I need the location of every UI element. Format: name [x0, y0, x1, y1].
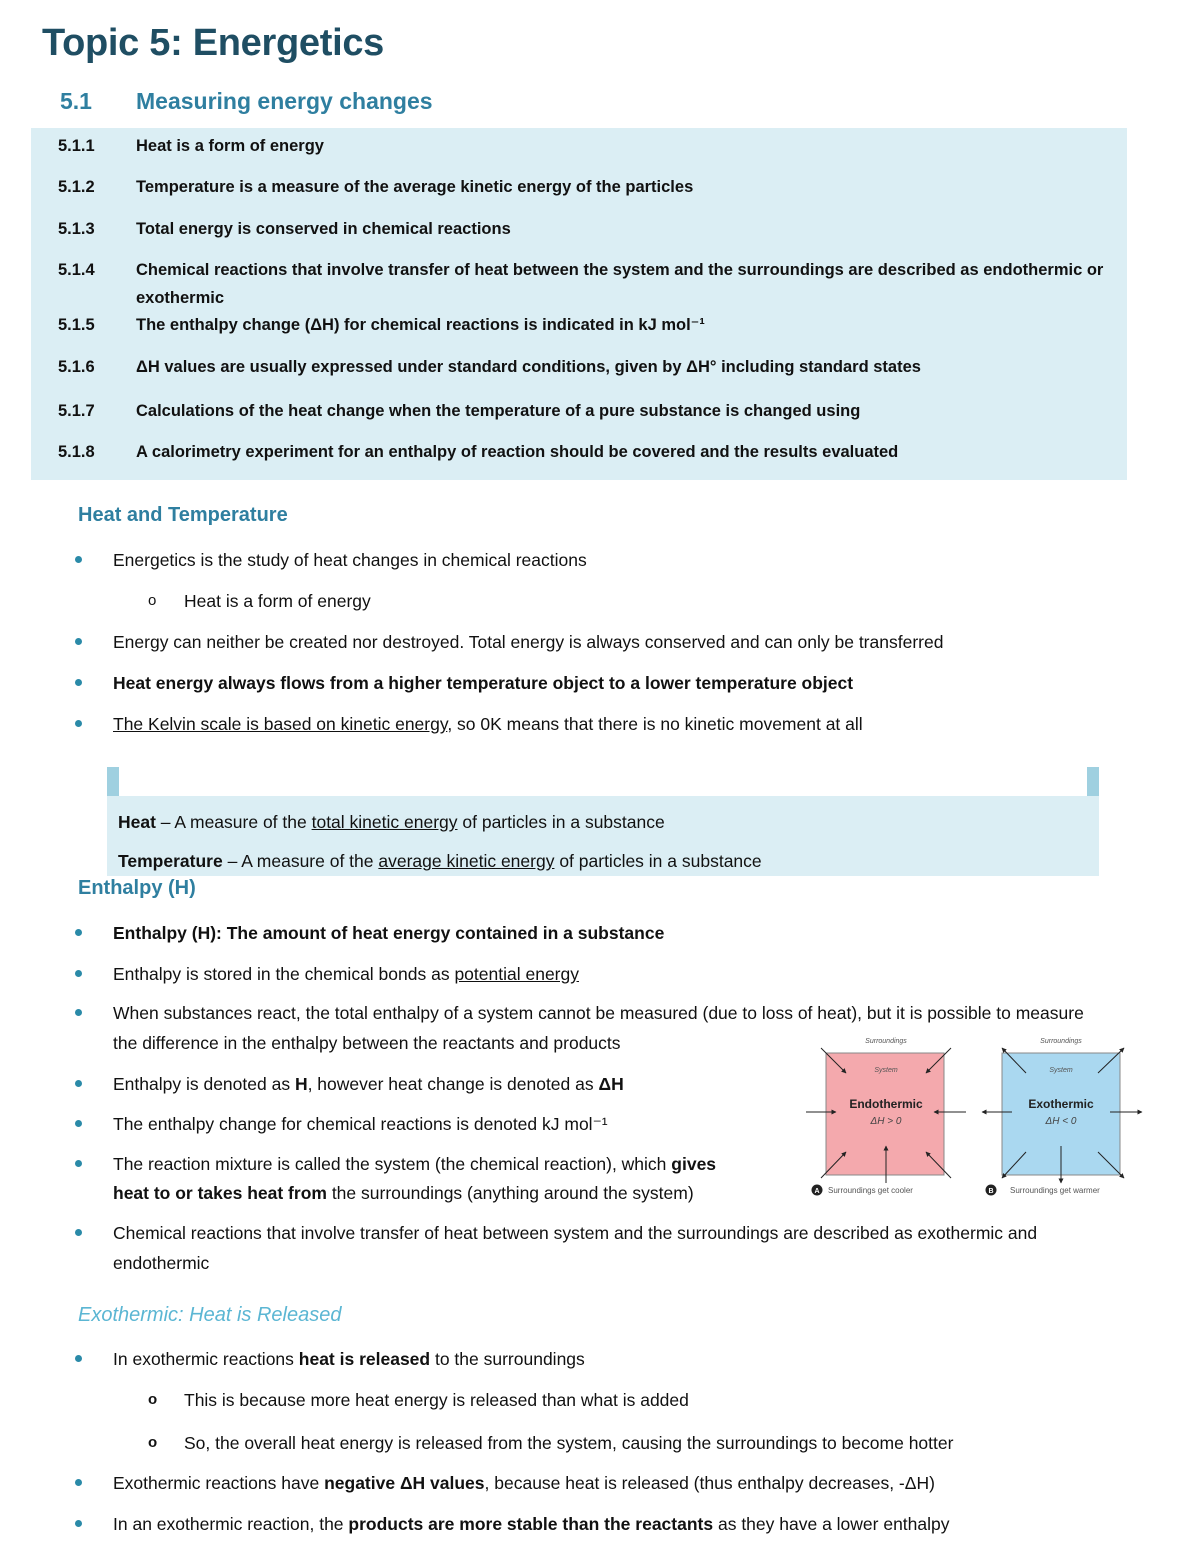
objective-text: Temperature is a measure of the average kinetic energy of the particles: [136, 178, 694, 196]
endothermic-panel: [806, 1038, 966, 1196]
text-span: to the surroundings: [430, 1349, 585, 1369]
box-tab: [107, 767, 119, 797]
system-label: System: [1049, 1067, 1073, 1074]
definition-temperature: [118, 851, 762, 872]
objective-number: 5.1.8: [58, 443, 95, 461]
exothermic-label: Exothermic: [1028, 1097, 1094, 1111]
objective-number: 5.1.1: [58, 137, 95, 155]
objective-text: The enthalpy change (ΔH) for chemical reactions is indicated in kJ mol⁻¹: [136, 316, 705, 334]
bullet-text: [113, 959, 579, 989]
enthalpy-heading: Enthalpy (H): [78, 877, 196, 899]
text-span: , however heat change is denoted as: [307, 1074, 599, 1094]
objective-text: ΔH values are usually expressed under standard conditions, given by ΔH° including standard states: [136, 358, 921, 376]
bullet-icon: [75, 1080, 82, 1087]
objective-number: 5.1.6: [58, 358, 95, 376]
bullet-text-continued: [113, 1178, 694, 1208]
objective-text: A calorimetry experiment for an enthalpy of reaction should be covered and the results evaluated: [136, 443, 899, 461]
surroundings-label: Surroundings: [1040, 1038, 1082, 1045]
caption-b: Surroundings get warmer: [1010, 1186, 1100, 1195]
bullet-icon: [75, 1520, 82, 1527]
objective-number: 5.1.4: [58, 261, 95, 279]
caption-a: Surroundings get cooler: [828, 1186, 913, 1195]
text-span: The reaction mixture is called the system (the chemical reaction), which: [113, 1154, 672, 1174]
definition-term: Heat: [118, 812, 156, 832]
text-span: of particles in a substance: [457, 812, 665, 832]
bullet-icon: [75, 556, 82, 563]
bullet-text: When substances react, the total enthalpy of a system cannot be measured (due to loss of heat), but it is possible to measure: [113, 1003, 1084, 1023]
text-span: Exothermic reactions have: [113, 1473, 325, 1493]
sub-bullet-icon: o: [148, 1391, 158, 1408]
bold-text: ΔH: [598, 1074, 624, 1094]
bullet-text: [113, 1069, 624, 1099]
endothermic-dh-label: ΔH > 0: [870, 1116, 902, 1127]
bullet-text: [113, 1344, 585, 1374]
bold-text: products are more stable than the reactants: [348, 1514, 714, 1534]
bullet-icon: [75, 970, 82, 977]
bullet-text: [113, 1149, 716, 1179]
bold-text: heat to or takes heat from: [113, 1183, 327, 1203]
section-number: 5.1: [60, 88, 92, 114]
bullet-text: Energetics is the study of heat changes in chemical reactions: [113, 550, 587, 570]
bullet-text: Energy can neither be created nor destroyed. Total energy is always conserved and can only be transferred: [113, 632, 944, 652]
bullet-text: The enthalpy change for chemical reactions is denoted kJ mol⁻¹: [113, 1114, 608, 1134]
text-span: as they have a lower enthalpy: [713, 1514, 950, 1534]
objective-number: 5.1.3: [58, 220, 95, 238]
objective-text: Chemical reactions that involve transfer of heat between the system and the surroundings are described as endothermic or exothermic: [136, 261, 1104, 307]
page-title: Topic 5: Energetics: [42, 22, 385, 64]
bullet-text-continued: the difference in the enthalpy between the reactants and products: [113, 1033, 621, 1053]
bold-text: negative ΔH values: [324, 1473, 485, 1493]
heat-temperature-heading: Heat and Temperature: [78, 504, 288, 526]
definition-heat: [118, 812, 665, 833]
text-span: Enthalpy is denoted as: [113, 1074, 295, 1094]
sub-bullet-icon: o: [148, 592, 157, 609]
underlined-text: potential energy: [454, 964, 579, 984]
text-span: – A measure of the: [222, 851, 379, 871]
caption-a-marker: A: [814, 1188, 820, 1195]
bullet-text: Enthalpy (H): The amount of heat energy contained in a substance: [113, 923, 665, 943]
bullet-text: [113, 709, 863, 739]
bullet-text-continued: endothermic: [113, 1253, 210, 1273]
objective-number: 5.1.5: [58, 316, 95, 334]
text-span: , so 0K means that there is no kinetic movement at all: [447, 714, 863, 734]
definition-term: Temperature: [118, 851, 223, 871]
objective-number: 5.1.2: [58, 178, 95, 196]
bullet-text: [113, 1509, 950, 1539]
caption-b-marker: B: [988, 1188, 994, 1195]
exothermic-panel: [982, 1038, 1142, 1196]
text-span: the surroundings (anything around the system): [326, 1183, 694, 1203]
section-title: Measuring energy changes: [136, 88, 433, 114]
bullet-icon: [75, 1355, 82, 1362]
text-span: – A measure of the: [155, 812, 312, 832]
text-span: , because heat is released (thus enthalpy decreases, -ΔH): [484, 1473, 935, 1493]
bullet-icon: [75, 638, 82, 645]
objective-text: Total energy is conserved in chemical reactions: [136, 220, 511, 238]
bullet-icon: [75, 1009, 82, 1016]
underlined-text: The Kelvin scale is based on kinetic energy: [113, 714, 448, 734]
surroundings-label: Surroundings: [865, 1038, 907, 1045]
box-tab: [1087, 767, 1099, 797]
sub-bullet-text: So, the overall heat energy is released from the system, causing the surroundings to become hotter: [184, 1433, 954, 1453]
text-span: In an exothermic reaction, the: [113, 1514, 349, 1534]
bullet-icon: [75, 1160, 82, 1167]
bullet-icon: [75, 1229, 82, 1236]
bold-text: H: [294, 1074, 308, 1094]
bullet-icon: [75, 1479, 82, 1486]
text-span: Enthalpy is stored in the chemical bonds as: [113, 964, 455, 984]
sub-bullet-icon: o: [148, 1434, 158, 1451]
bullet-icon: [75, 1120, 82, 1127]
underlined-text: total kinetic energy: [311, 812, 458, 832]
bullet-text: [113, 1468, 935, 1498]
endothermic-label: Endothermic: [849, 1097, 923, 1111]
sub-bullet-text: This is because more heat energy is released than what is added: [184, 1390, 689, 1410]
underlined-text: average kinetic energy: [378, 851, 555, 871]
section-heading: [60, 88, 433, 115]
objective-text: Calculations of the heat change when the temperature of a pure substance is changed using: [136, 402, 861, 420]
bullet-icon: [75, 679, 82, 686]
exothermic-heading: Exothermic: Heat is Released: [78, 1304, 342, 1326]
bold-text: heat is released: [298, 1349, 431, 1369]
endo-exo-diagram: [806, 1028, 1156, 1203]
bullet-icon: [75, 720, 82, 727]
bold-text: gives: [671, 1154, 717, 1174]
text-span: In exothermic reactions: [113, 1349, 299, 1369]
system-label: System: [874, 1067, 898, 1074]
bullet-text: Chemical reactions that involve transfer of heat between system and the surroundings are described as exothermic and: [113, 1223, 1038, 1243]
sub-bullet-text: Heat is a form of energy: [184, 591, 371, 611]
objective-text: Heat is a form of energy: [136, 137, 324, 155]
exothermic-dh-label: ΔH < 0: [1045, 1116, 1077, 1127]
text-span: of particles in a substance: [554, 851, 762, 871]
objective-number: 5.1.7: [58, 402, 95, 420]
objectives-box: [31, 128, 1127, 480]
bullet-icon: [75, 929, 82, 936]
bullet-text: Heat energy always flows from a higher temperature object to a lower temperature object: [113, 673, 854, 693]
